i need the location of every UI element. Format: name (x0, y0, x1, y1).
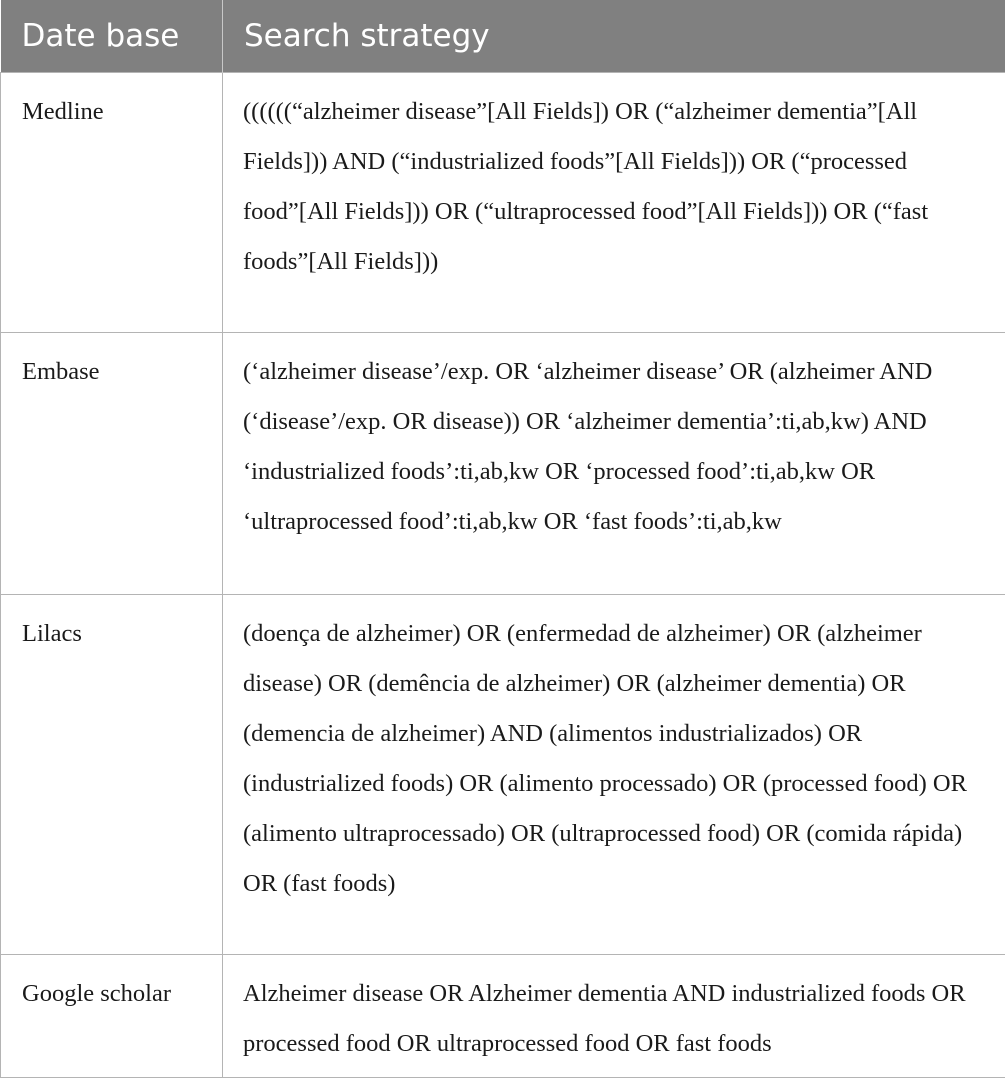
header-database: Date base (1, 0, 223, 73)
table-row (1, 73, 1005, 333)
strategy-cell-google-scholar: Alzheimer disease OR Alzheimer dementia AND industrialized foods OR processed food OR ultraprocessed food OR fast foods (223, 955, 1005, 1078)
database-cell-google-scholar: Google scholar (1, 955, 223, 1078)
table-row (1, 333, 1005, 595)
database-cell-embase: Embase (1, 333, 223, 595)
strategy-cell-lilacs: (doença de alzheimer) OR (enfermedad de alzheimer) OR (alzheimer disease) OR (demência de alzheimer) OR (alzheimer dementia) OR (demencia de alzheimer) AND (alimentos industrializados) OR (industrialized foods) OR (alimento processado) OR (processed food) OR (alimento ultraprocessado) OR (ultraprocessed food) OR (comida rápida) OR (fast foods) (223, 595, 1005, 955)
table-row (1, 595, 1005, 955)
database-cell-lilacs: Lilacs (1, 595, 223, 955)
database-cell-medline: Medline (1, 73, 223, 333)
header-search-strategy: Search strategy (223, 0, 1005, 73)
header-row (1, 0, 1005, 73)
table-body (1, 73, 1005, 1078)
strategy-cell-embase: (‘alzheimer disease’/exp. OR ‘alzheimer disease’ OR (alzheimer AND (‘disease’/exp. OR disease)) OR ‘alzheimer dementia’:ti,ab,kw) AND ‘industrialized foods’:ti,ab,kw OR ‘processed food’:ti,ab,kw OR ‘ultraprocessed food’:ti,ab,kw OR ‘fast foods’:ti,ab,kw (223, 333, 1005, 595)
table-row (1, 955, 1005, 1078)
strategy-cell-medline: ((((((“alzheimer disease”[All Fields]) OR (“alzheimer dementia”[All Fields])) AND (“industrialized foods”[All Fields])) OR (“processed food”[All Fields])) OR (“ultraprocessed food”[All Fields])) OR (“fast foods”[All Fields])) (223, 73, 1005, 333)
table-header (1, 0, 1005, 73)
